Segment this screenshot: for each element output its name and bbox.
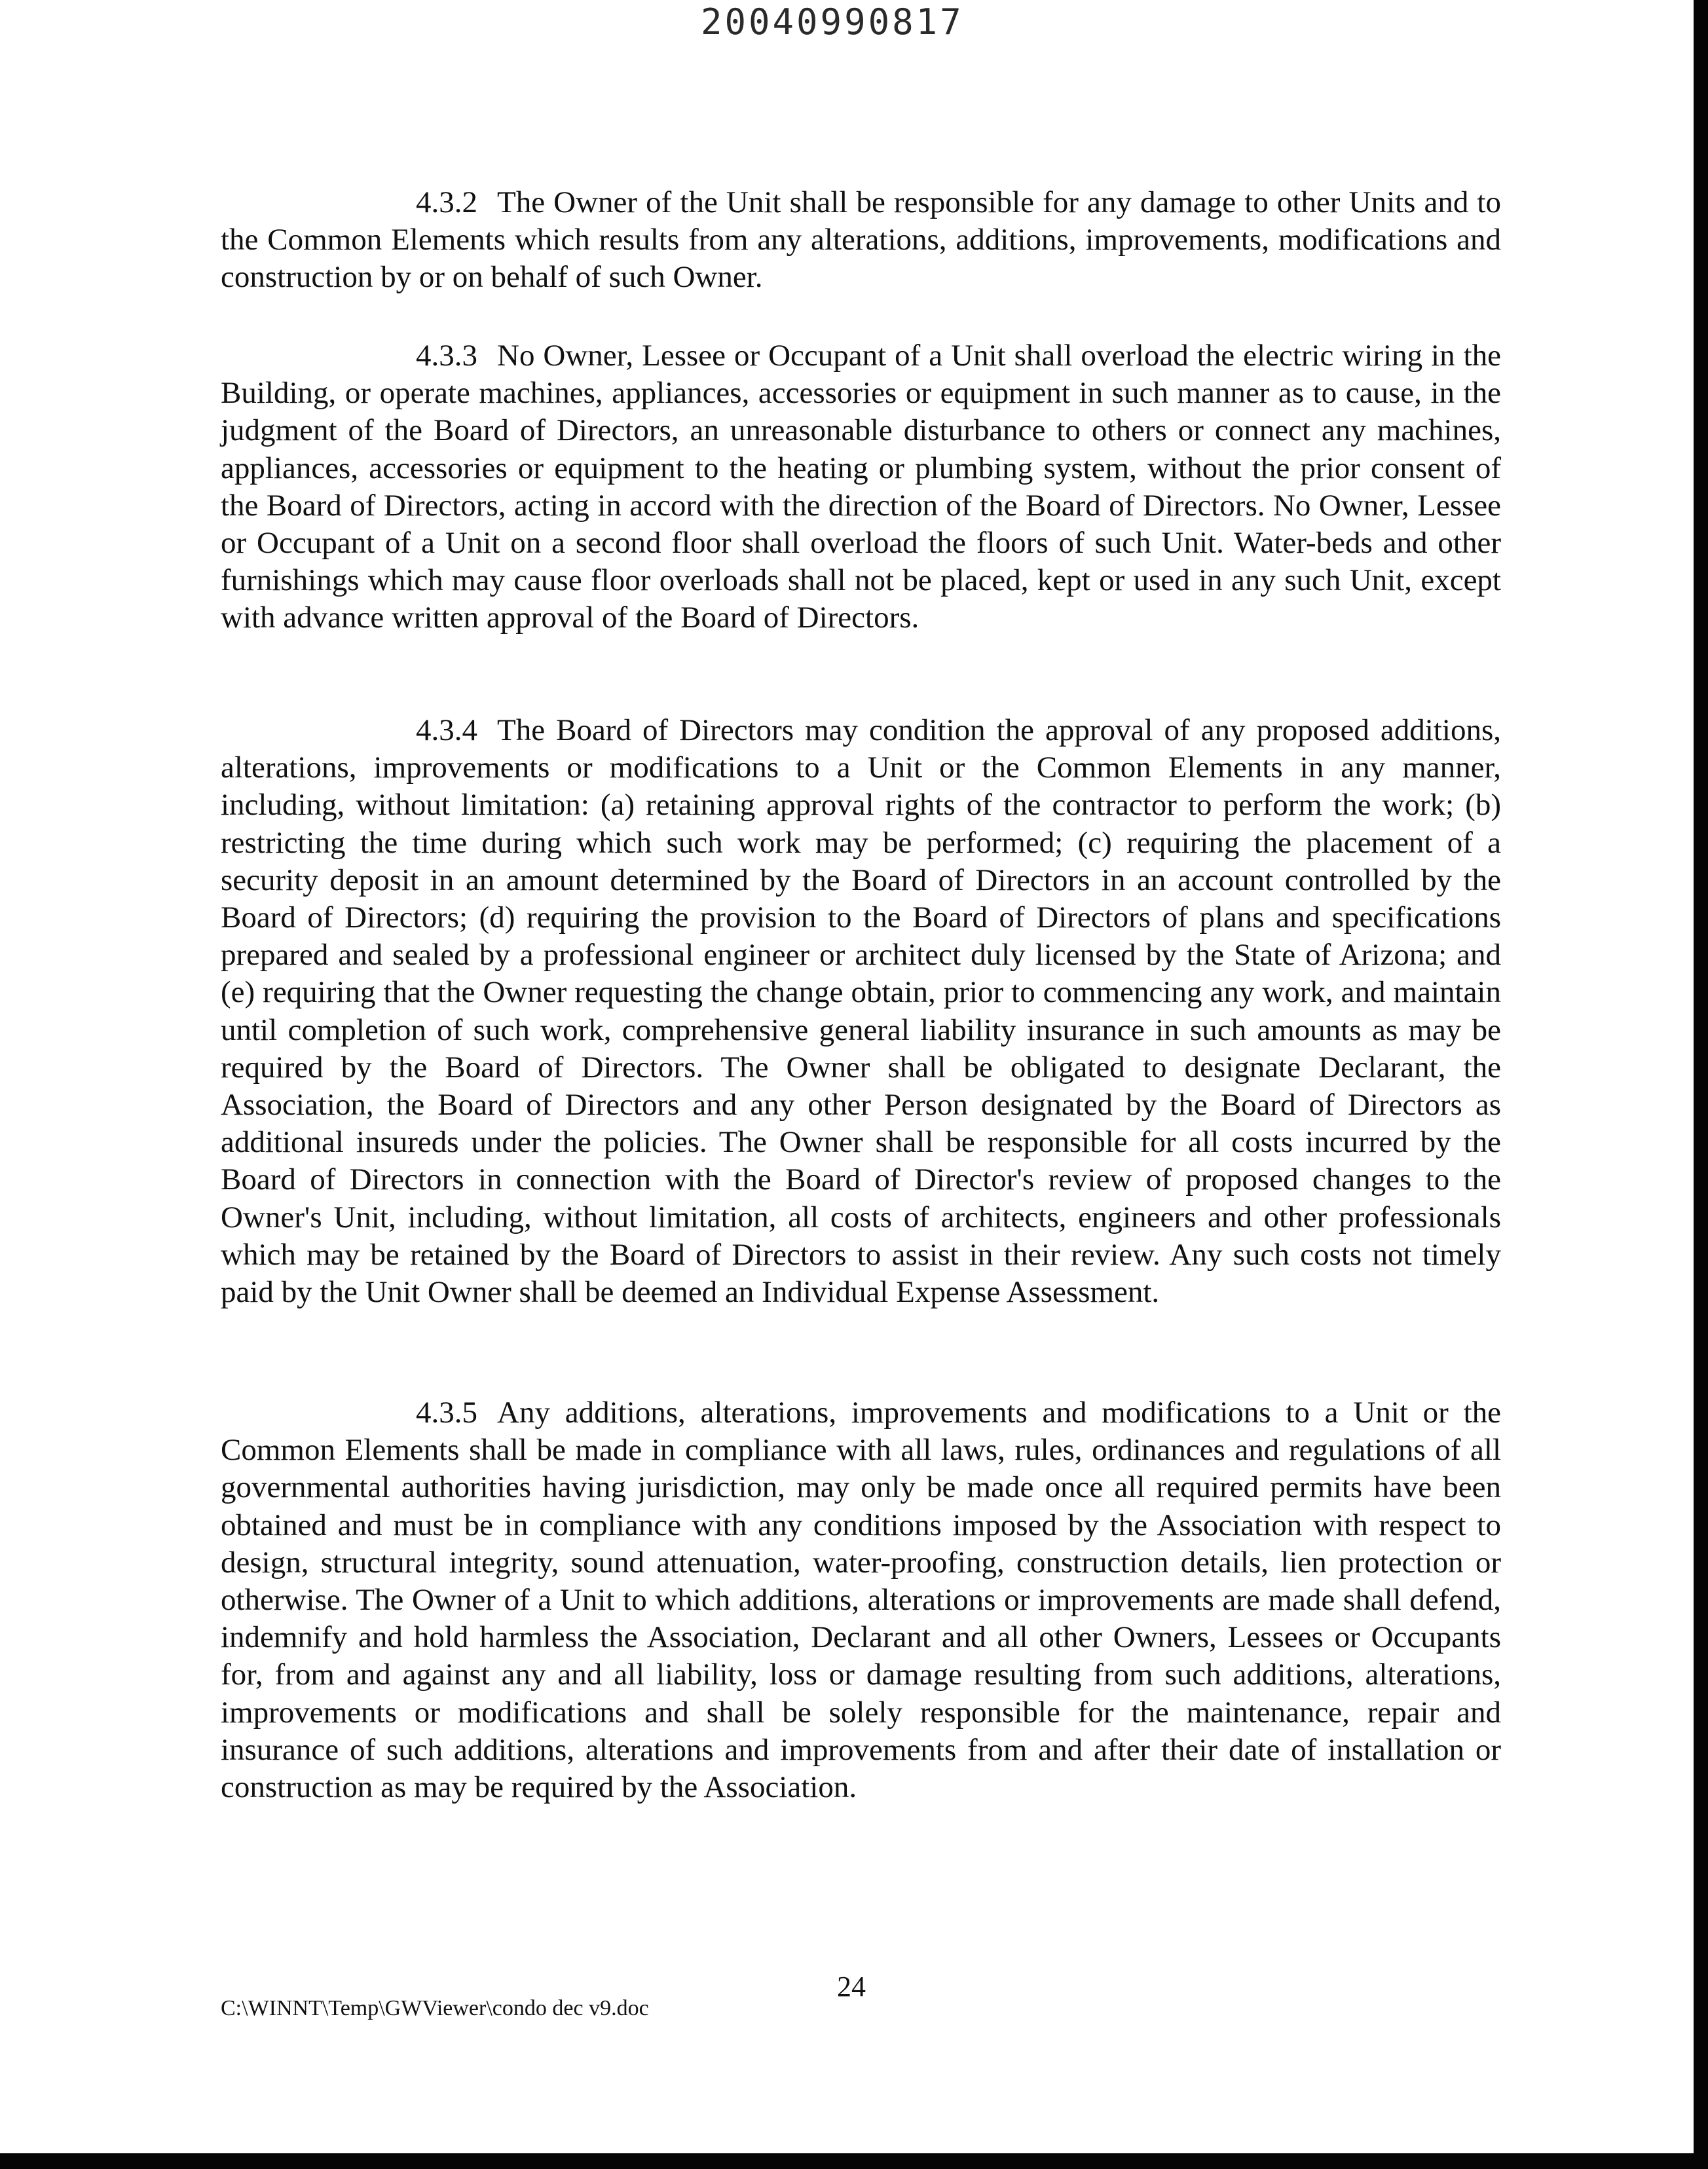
section-4-3-5	[221, 1394, 1501, 1806]
section-text: No Owner, Lessee or Occupant of a Unit shall overload the electric wiring in the Building, or operate machines, appliances, accessories or equipment in such manner as to cause, in the judgment of the Board of Directors, an unreasonable disturbance to others or connect any machines, appliances, accessories or equipment to the heating or plumbing system, without the prior consent of the Board of Directors, acting in accord with the direction of the Board of Directors. No Owner, Lessee or Occupant of a Unit on a second floor shall overload the floors of such Unit. Water-beds and other furnishings which may cause floor overloads shall not be placed, kept or used in any such Unit, except with advance written approval of the Board of Directors.	[221, 339, 1501, 635]
section-text: Any additions, alterations, improvements and modifications to a Unit or the Common Elements shall be made in compliance with all laws, rules, ordinances and regulations of all governmental authorities having jurisdiction, may only be made once all required permits have been obtained and must be in compliance with any conditions imposed by the Association with respect to design, structural integrity, sound attenuation, water-proofing, construction details, lien protection or otherwise. The Owner of a Unit to which additions, alterations or improvements are made shall defend, indemnify and hold harmless the Association, Declarant and all other Owners, Lessees or Occupants for, from and against any and all liability, loss or damage resulting from such additions, alterations, improvements or modifications and shall be solely responsible for the maintenance, repair and insurance of such additions, alterations and improvements from and after their date of installation or construction as may be required by the Association.	[221, 1396, 1501, 1805]
section-number: 4.3.5	[416, 1396, 477, 1430]
section-text: The Board of Directors may condition the approval of any proposed additions, alterations, improvements or modifications to a Unit or the Common Elements in any manner, including, without limitation: (a) retaining approval rights of the contractor to perform the work; (b) restricting the time during which such work may be performed; (c) requiring the placement of a security deposit in an amount determined by the Board of Directors in an account controlled by the Board of Directors; (d) requiring the provision to the Board of Directors of plans and specifications prepared and sealed by a professional engineer or architect duly licensed by the State of Arizona; and (e) requiring that the Owner requesting the change obtain, prior to commencing any work, and maintain until completion of such work, comprehensive general liability insurance in such amounts as may be required by the Board of Directors. The Owner shall be obligated to designate Declarant, the Association, the Board of Directors and any other Person designated by the Board of Directors as additional insureds under the policies. The Owner shall be responsible for all costs incurred by the Board of Directors in connection with the Board of Director's review of proposed changes to the Owner's Unit, including, without limitation, all costs of architects, engineers and other professionals which may be retained by the Board of Directors to assist in their review. Any such costs not timely paid by the Unit Owner shall be deemed an Individual Expense Assessment.	[221, 713, 1501, 1310]
section-number: 4.3.2	[416, 185, 477, 219]
section-4-3-4	[221, 712, 1501, 1311]
scan-border-right	[1694, 0, 1708, 2169]
document-number: 20040990817	[701, 1, 964, 43]
section-4-3-3	[221, 337, 1501, 637]
footer-file-path: C:\WINNT\Temp\GWViewer\condo dec v9.doc	[221, 1996, 649, 2020]
scan-border-bottom	[0, 2153, 1708, 2169]
section-text: The Owner of the Unit shall be responsible for any damage to other Units and to the Common Elements which results from any alterations, additions, improvements, modifications and construction by or on behalf of such Owner.	[221, 185, 1501, 295]
section-4-3-2	[221, 184, 1501, 297]
page-number: 24	[837, 1971, 866, 2003]
section-number: 4.3.4	[416, 713, 477, 747]
section-number: 4.3.3	[416, 339, 477, 373]
